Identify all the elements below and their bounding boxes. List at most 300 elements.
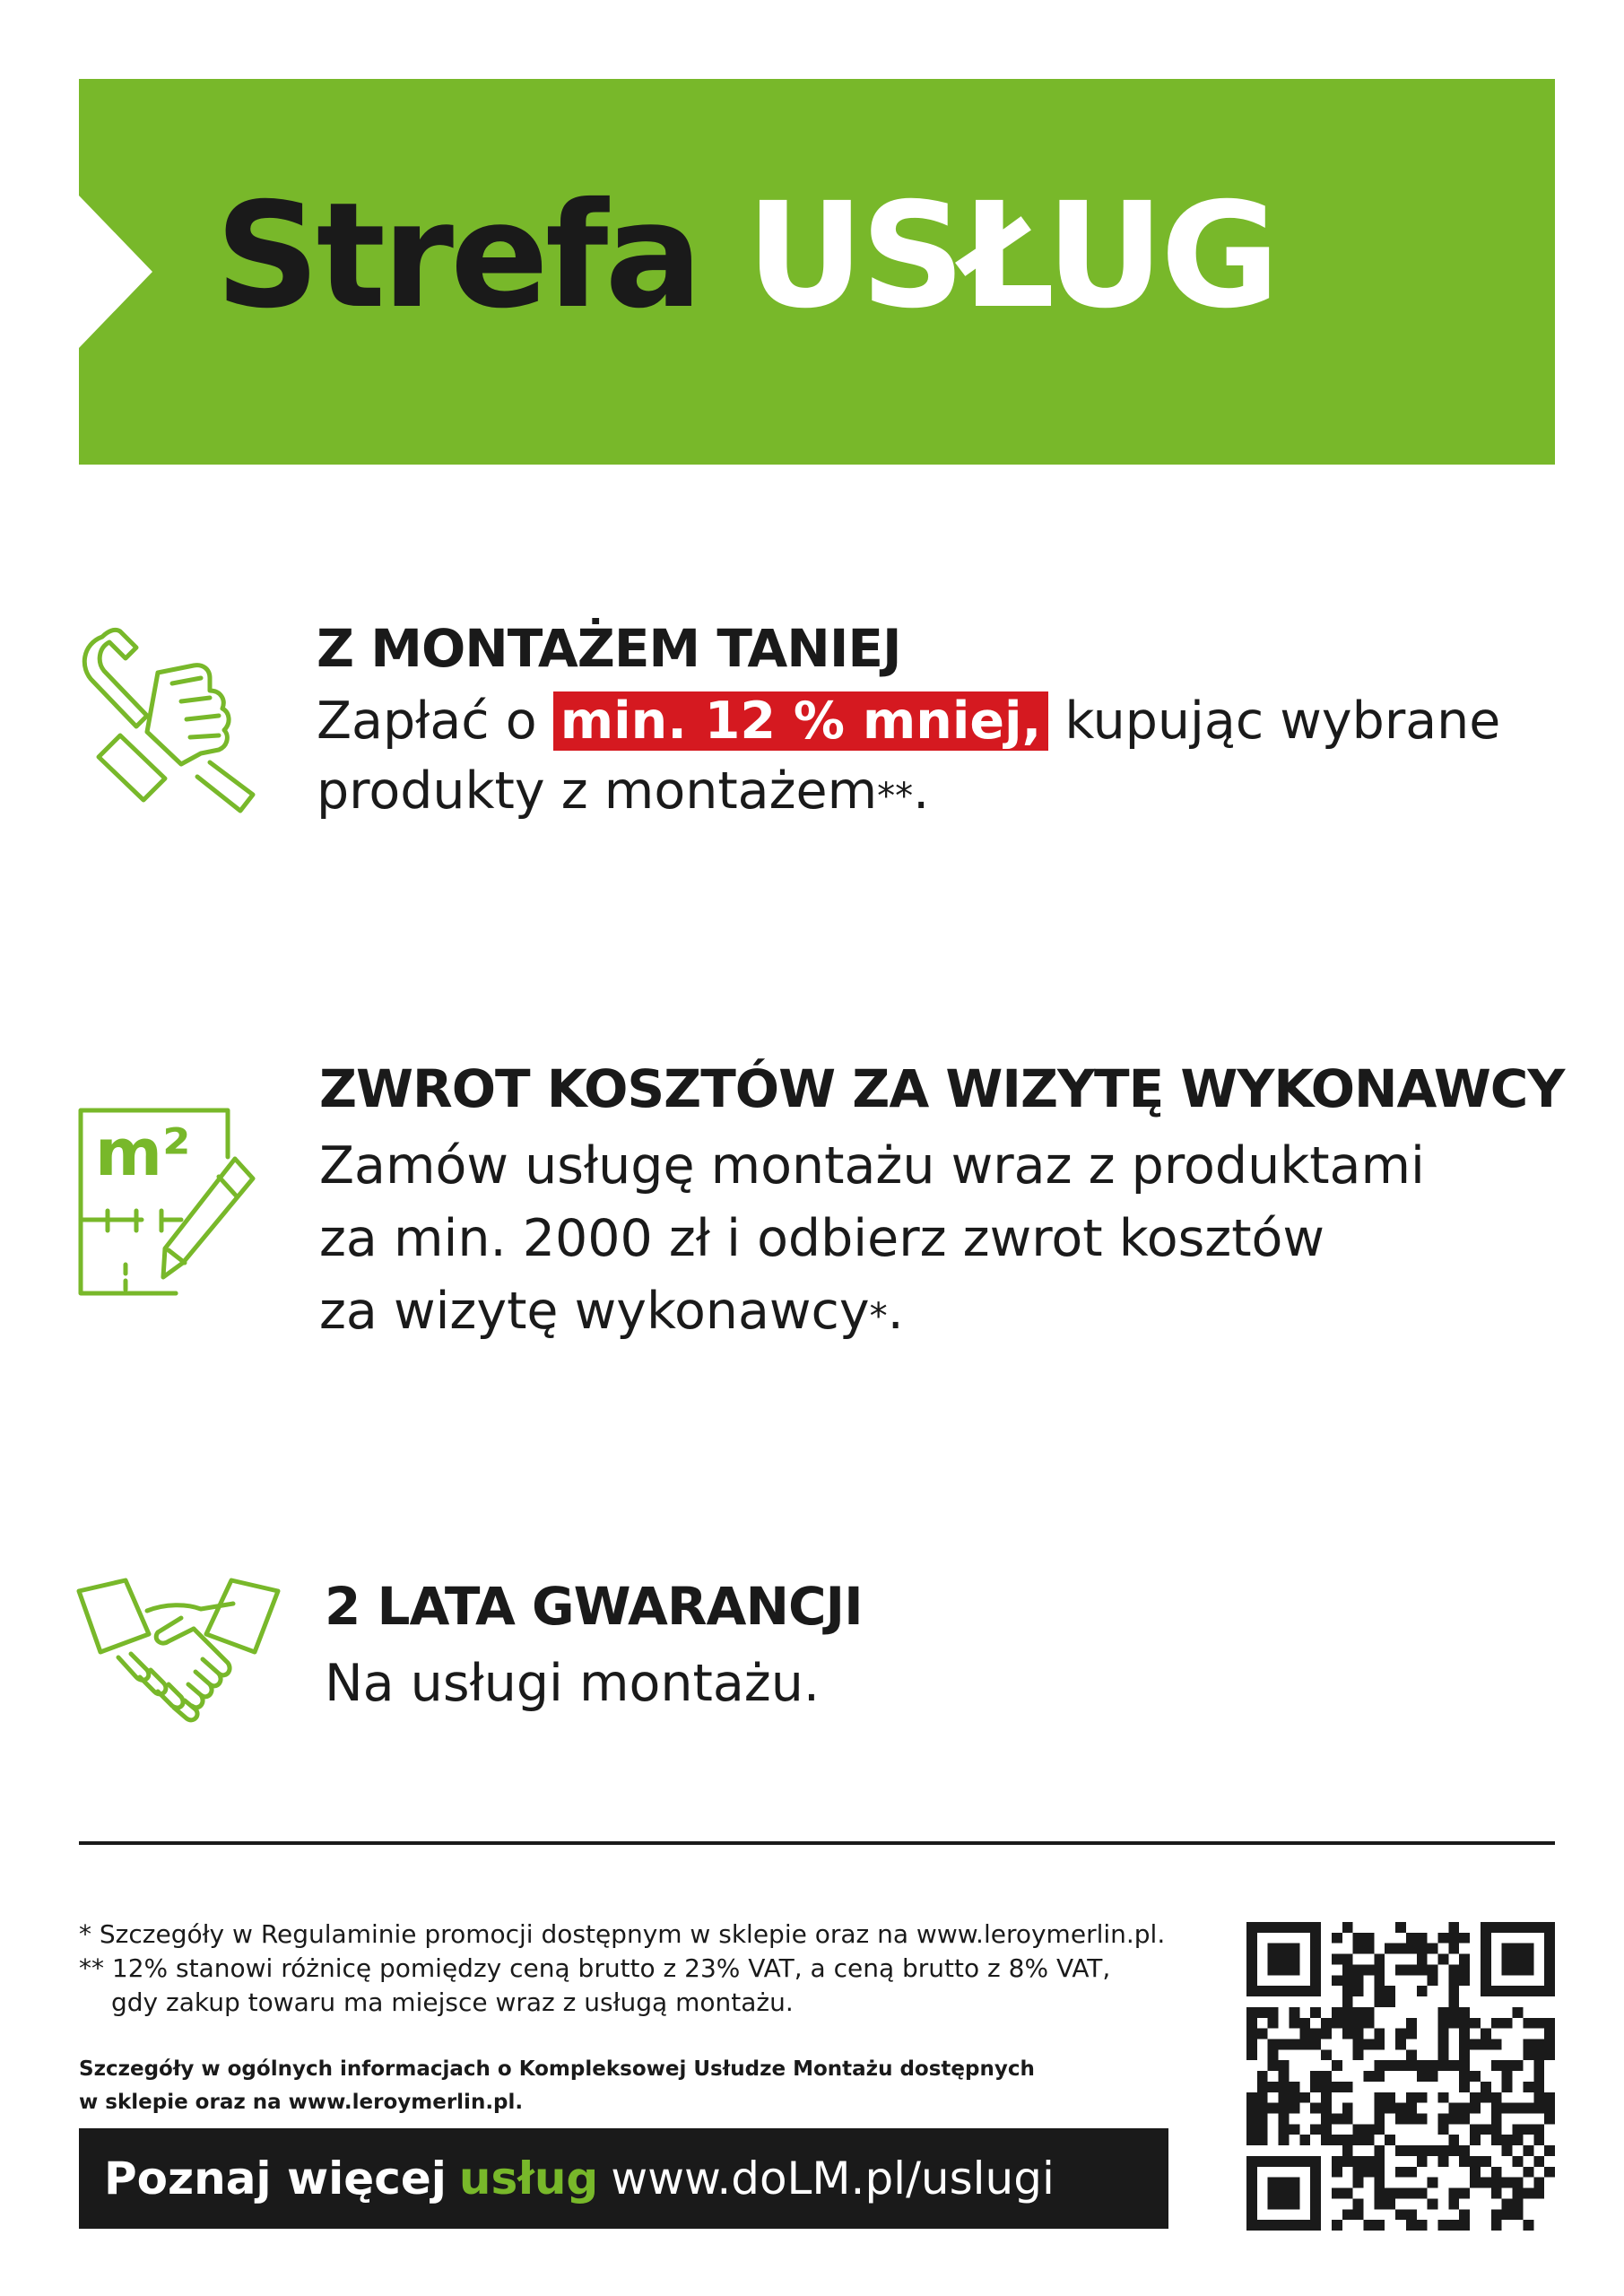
qr-module (1246, 2092, 1257, 2103)
qr-module (1246, 2135, 1257, 2145)
qr-module (1310, 2103, 1321, 2114)
qr-module (1438, 2124, 1449, 2135)
qr-module (1533, 1986, 1544, 1996)
qr-module (1513, 2103, 1524, 2114)
qr-module (1417, 1933, 1428, 1944)
qr-module (1279, 1964, 1290, 1975)
qr-module (1459, 2071, 1470, 2082)
qr-module (1332, 2007, 1342, 2018)
qr-module (1353, 2007, 1364, 2018)
qr-module (1246, 1986, 1257, 1996)
qr-module (1533, 2082, 1544, 2092)
qr-module (1353, 2156, 1364, 2167)
qr-module (1268, 2198, 1279, 2209)
qr-module (1470, 2039, 1481, 2049)
qr-module (1374, 1996, 1385, 2007)
qr-module (1395, 2167, 1406, 2178)
qr-module (1406, 2092, 1417, 2103)
qr-module (1246, 1944, 1257, 1954)
qr-module (1395, 2145, 1406, 2156)
qr-module (1342, 2156, 1353, 2167)
qr-module (1481, 2082, 1491, 2092)
qr-module (1438, 2039, 1449, 2049)
qr-module (1299, 2135, 1310, 2145)
qr-module (1374, 1975, 1385, 1986)
qr-module (1448, 1964, 1459, 1975)
qr-module (1448, 2220, 1459, 2231)
feature-title-gwarancja: 2 LATA GWARANCJI (325, 1576, 863, 1637)
qr-module (1491, 2209, 1502, 2220)
footnote-2-cont: gdy zakup towaru ma miejsce wraz z usługą montażu. (111, 1987, 794, 2017)
qr-module (1279, 2060, 1290, 2071)
cta-text-uslug: usług (458, 2152, 599, 2205)
qr-module (1246, 2156, 1257, 2167)
qr-module (1289, 1944, 1299, 1954)
qr-module (1417, 2220, 1428, 2231)
cta-link[interactable]: www.doLM.pl/uslugi (611, 2152, 1055, 2205)
qr-module (1459, 1933, 1470, 1944)
qr-module (1470, 2178, 1481, 2188)
qr-module (1374, 2092, 1385, 2103)
qr-module (1363, 2124, 1374, 2135)
qr-module (1491, 2039, 1502, 2049)
feature-title-zwrot: ZWROT KOSZTÓW ZA WIZYTĘ WYKONAWCY (319, 1058, 1565, 1119)
qr-module (1513, 1922, 1524, 1933)
qr-module (1417, 2145, 1428, 2156)
text-segment: produkty z montażem (317, 761, 878, 821)
cta-text-poznaj: Poznaj więcej (104, 2152, 447, 2205)
qr-module (1299, 1986, 1310, 1996)
qr-module (1363, 2220, 1374, 2231)
qr-module (1523, 1986, 1533, 1996)
qr-module (1544, 2114, 1555, 2125)
qr-module (1438, 2018, 1449, 2029)
qr-module (1310, 1944, 1321, 1954)
qr-module (1459, 2007, 1470, 2018)
footnote-details-1: Szczegóły w ogólnych informacjach o Kompleksowej Usłudze Montażu dostępnych (79, 2057, 1035, 2081)
footnote-details-2: w sklepie oraz na www.leroymerlin.pl. (79, 2091, 524, 2114)
qr-module (1310, 2071, 1321, 2082)
qr-module (1533, 2092, 1544, 2103)
qr-module (1417, 1986, 1428, 1996)
text-segment: za wizytę wykonawcy (319, 1282, 870, 1341)
qr-module (1523, 1964, 1533, 1975)
qr-module (1395, 2209, 1406, 2220)
qr-module (1491, 2103, 1502, 2114)
qr-module (1533, 2188, 1544, 2199)
qr-module (1279, 2156, 1290, 2167)
qr-module (1459, 2049, 1470, 2060)
qr-module (1385, 1944, 1395, 1954)
qr-module (1374, 2178, 1385, 2188)
qr-module (1491, 2178, 1502, 2188)
qr-module (1332, 2156, 1342, 2167)
qr-module (1342, 2082, 1353, 2092)
qr-module (1502, 2145, 1513, 2156)
qr-module (1459, 1954, 1470, 1965)
qr-module (1310, 2007, 1321, 2018)
qr-module (1513, 2198, 1524, 2209)
qr-module (1417, 2092, 1428, 2103)
qr-module (1353, 2209, 1364, 2220)
qr-module (1363, 2039, 1374, 2049)
qr-module (1385, 1996, 1395, 2007)
qr-module (1502, 2198, 1513, 2209)
qr-module (1310, 2156, 1321, 2167)
qr-module (1289, 2039, 1299, 2049)
qr-module (1353, 1986, 1364, 1996)
qr-module (1448, 2198, 1459, 2209)
qr-module (1544, 1986, 1555, 1996)
handshake-icon (75, 1577, 282, 1729)
qr-module (1502, 2082, 1513, 2092)
qr-module (1353, 1964, 1364, 1975)
qr-module (1513, 2209, 1524, 2220)
qr-module (1363, 2167, 1374, 2178)
qr-module (1289, 2092, 1299, 2103)
qr-module (1279, 2220, 1290, 2231)
qr-module (1246, 2198, 1257, 2209)
qr-module (1502, 1964, 1513, 1975)
qr-module (1406, 2018, 1417, 2029)
qr-module (1406, 1933, 1417, 1944)
qr-module (1513, 1944, 1524, 1954)
qr-module (1279, 1954, 1290, 1965)
feature-text-zwrot-line2: za min. 2000 zł i odbierz zwrot kosztów (319, 1209, 1325, 1268)
qr-module (1268, 2039, 1279, 2049)
qr-module (1289, 2007, 1299, 2018)
qr-module (1246, 2188, 1257, 2199)
qr-module (1417, 2114, 1428, 2125)
qr-module (1513, 1954, 1524, 1965)
qr-module (1342, 2188, 1353, 2199)
qr-module (1342, 1964, 1353, 1975)
qr-module (1279, 2188, 1290, 2199)
qr-module (1257, 1922, 1268, 1933)
qr-module (1332, 2188, 1342, 2199)
qr-module (1481, 1986, 1491, 1996)
qr-module (1448, 1986, 1459, 1996)
qr-module (1406, 2145, 1417, 2156)
qr-module (1353, 2039, 1364, 2049)
qr-module (1428, 1964, 1438, 1975)
qr-module (1502, 1954, 1513, 1965)
qr-module (1491, 2220, 1502, 2231)
qr-module (1448, 2114, 1459, 2125)
qr-module (1385, 2060, 1395, 2071)
qr-module (1448, 2018, 1459, 2029)
qr-module (1395, 2188, 1406, 2199)
qr-module (1406, 2103, 1417, 2114)
qr-module (1246, 2178, 1257, 2188)
qr-module (1385, 1986, 1395, 1996)
qr-module (1332, 1954, 1342, 1965)
qr-module (1448, 2007, 1459, 2018)
qr-module (1268, 1922, 1279, 1933)
qr-module (1246, 2049, 1257, 2060)
qr-module (1395, 1944, 1406, 1954)
qr-module (1332, 2220, 1342, 2231)
qr-module (1459, 2145, 1470, 2156)
qr-module (1257, 2220, 1268, 2231)
qr-module (1502, 2060, 1513, 2071)
qr-module (1246, 2167, 1257, 2178)
qr-module (1246, 1954, 1257, 1965)
qr-module (1342, 1954, 1353, 1965)
qr-module (1438, 2049, 1449, 2060)
qr-module (1246, 2103, 1257, 2114)
qr-module (1502, 2135, 1513, 2145)
qr-module (1363, 2018, 1374, 2029)
qr-module (1533, 2049, 1544, 2060)
title-part-strefa: Strefa (215, 172, 699, 341)
qr-module (1502, 2018, 1513, 2029)
qr-module (1289, 2124, 1299, 2135)
qr-module (1310, 2167, 1321, 2178)
qr-module (1246, 1975, 1257, 1986)
qr-module (1448, 2060, 1459, 2071)
qr-module (1459, 2188, 1470, 2199)
qr-module (1353, 2135, 1364, 2145)
m2-label: m² (95, 1115, 191, 1190)
qr-module (1395, 2039, 1406, 2049)
qr-module (1448, 2103, 1459, 2114)
qr-module (1481, 2039, 1491, 2049)
qr-module (1310, 1954, 1321, 1965)
qr-module (1299, 1922, 1310, 1933)
qr-module (1406, 2114, 1417, 2125)
qr-module (1310, 2029, 1321, 2039)
qr-module (1513, 2124, 1524, 2135)
qr-module (1310, 1964, 1321, 1975)
qr-module (1289, 2082, 1299, 2092)
qr-module (1385, 2198, 1395, 2209)
qr-module (1533, 2156, 1544, 2167)
qr-module (1289, 2188, 1299, 2199)
qr-module (1523, 2167, 1533, 2178)
qr-module (1299, 2156, 1310, 2167)
qr-module (1533, 2018, 1544, 2029)
qr-module (1523, 2082, 1533, 2092)
qr-module (1406, 1964, 1417, 1975)
qr-module (1533, 2135, 1544, 2145)
qr-module (1374, 2039, 1385, 2049)
qr-module (1374, 2114, 1385, 2125)
qr-module (1513, 2156, 1524, 2167)
qr-module (1246, 1922, 1257, 1933)
qr-module (1438, 2007, 1449, 2018)
qr-module (1279, 1922, 1290, 1933)
qr-module (1279, 2092, 1290, 2103)
qr-module (1481, 1922, 1491, 1933)
qr-module (1523, 2018, 1533, 2029)
qr-module (1342, 2007, 1353, 2018)
qr-module (1246, 2114, 1257, 2125)
qr-module (1481, 1944, 1491, 1954)
qr-module (1491, 2114, 1502, 2125)
qr-module (1257, 2156, 1268, 2167)
qr-module (1363, 2135, 1374, 2145)
qr-module (1459, 2039, 1470, 2049)
qr-module (1481, 1975, 1491, 1986)
qr-module (1523, 2145, 1533, 2156)
qr-module (1289, 2018, 1299, 2029)
qr-module (1342, 2018, 1353, 2029)
qr-module (1310, 1986, 1321, 1996)
qr-module (1289, 2198, 1299, 2209)
qr-module (1342, 1986, 1353, 1996)
title-part-uslug: USŁUG (746, 172, 1277, 341)
qr-module (1363, 2007, 1374, 2018)
qr-module (1268, 1954, 1279, 1965)
qr-module (1299, 2018, 1310, 2029)
qr-module (1428, 1975, 1438, 1986)
qr-module (1417, 2156, 1428, 2167)
qr-module (1332, 2114, 1342, 2125)
qr-code-icon[interactable] (1246, 1922, 1555, 2231)
qr-module (1353, 2167, 1364, 2178)
text-segment: . (887, 1282, 904, 1341)
qr-module (1395, 1922, 1406, 1933)
qr-module (1533, 2124, 1544, 2135)
qr-module (1385, 2092, 1395, 2103)
qr-module (1342, 2145, 1353, 2156)
qr-module (1470, 2156, 1481, 2167)
qr-module (1544, 2039, 1555, 2049)
qr-module (1268, 2082, 1279, 2092)
qr-module (1279, 2114, 1290, 2125)
qr-module (1279, 2103, 1290, 2114)
qr-module (1513, 2178, 1524, 2188)
qr-module (1342, 1975, 1353, 1986)
qr-module (1459, 2156, 1470, 2167)
qr-module (1544, 1944, 1555, 1954)
qr-module (1257, 2124, 1268, 2135)
cta-banner[interactable] (79, 2128, 1168, 2229)
qr-module (1268, 1964, 1279, 1975)
qr-module (1279, 2071, 1290, 2082)
qr-module (1353, 1933, 1364, 1944)
qr-module (1289, 1964, 1299, 1975)
qr-module (1491, 2188, 1502, 2199)
qr-module (1268, 2220, 1279, 2231)
text-segment: kupując wybrane (1048, 691, 1501, 751)
qr-module (1459, 2029, 1470, 2039)
qr-module (1544, 2145, 1555, 2156)
qr-module (1502, 2178, 1513, 2188)
qr-module (1321, 2114, 1332, 2125)
qr-module (1502, 1922, 1513, 1933)
qr-module (1289, 2103, 1299, 2114)
qr-module (1533, 2178, 1544, 2188)
qr-module (1481, 2178, 1491, 2188)
qr-module (1279, 2178, 1290, 2188)
qr-module (1544, 2049, 1555, 2060)
qr-module (1406, 2060, 1417, 2071)
qr-module (1246, 2220, 1257, 2231)
qr-module (1481, 1964, 1491, 1975)
qr-module (1310, 1922, 1321, 1933)
qr-module (1374, 2060, 1385, 2071)
qr-module (1428, 2198, 1438, 2209)
qr-module (1523, 2103, 1533, 2114)
qr-module (1395, 1964, 1406, 1975)
qr-module (1533, 2039, 1544, 2049)
footnote-2: ** 12% stanowi różnicę pomiędzy ceną brutto z 23% VAT, a ceną brutto z 8% VAT, (79, 1953, 1111, 1983)
qr-module (1544, 2167, 1555, 2178)
qr-module (1491, 2060, 1502, 2071)
qr-module (1332, 2082, 1342, 2092)
qr-module (1342, 2135, 1353, 2145)
qr-module (1310, 2124, 1321, 2135)
qr-module (1310, 2220, 1321, 2231)
qr-module (1523, 2049, 1533, 2060)
qr-module (1299, 2220, 1310, 2231)
qr-module (1481, 2124, 1491, 2135)
qr-module (1502, 2071, 1513, 2082)
text-segment: Zapłać o (317, 691, 553, 751)
qr-module (1417, 2060, 1428, 2071)
qr-module (1481, 1933, 1491, 1944)
qr-module (1470, 2124, 1481, 2135)
qr-module (1406, 1944, 1417, 1954)
qr-module (1299, 2029, 1310, 2039)
qr-module (1289, 1922, 1299, 1933)
qr-module (1513, 2188, 1524, 2199)
qr-module (1299, 2039, 1310, 2049)
qr-module (1353, 1975, 1364, 1986)
qr-module (1257, 2029, 1268, 2039)
qr-module (1523, 2188, 1533, 2199)
wrench-hand-icon (75, 619, 264, 825)
qr-module (1513, 1986, 1524, 1996)
qr-module (1533, 2060, 1544, 2071)
qr-module (1310, 1933, 1321, 1944)
qr-module (1523, 1954, 1533, 1965)
qr-module (1513, 1964, 1524, 1975)
qr-module (1544, 1954, 1555, 1965)
qr-module (1438, 2156, 1449, 2167)
qr-module (1428, 2145, 1438, 2156)
qr-module (1513, 2007, 1524, 2018)
qr-module (1342, 1996, 1353, 2007)
qr-module (1438, 1954, 1449, 1965)
qr-module (1374, 2029, 1385, 2039)
qr-module (1544, 2018, 1555, 2029)
qr-module (1428, 2071, 1438, 2082)
qr-module (1310, 2082, 1321, 2092)
qr-module (1374, 2220, 1385, 2231)
qr-module (1374, 2071, 1385, 2082)
qr-module (1438, 2029, 1449, 2039)
qr-module (1353, 2178, 1364, 2188)
qr-module (1481, 2092, 1491, 2103)
qr-module (1321, 2124, 1332, 2135)
qr-module (1523, 2039, 1533, 2049)
qr-module (1374, 1954, 1385, 1965)
qr-module (1385, 2103, 1395, 2114)
qr-module (1279, 1986, 1290, 1996)
qr-module (1279, 2039, 1290, 2049)
qr-module (1448, 2188, 1459, 2199)
qr-module (1544, 1975, 1555, 1986)
qr-module (1406, 2049, 1417, 2060)
qr-module (1459, 2114, 1470, 2125)
qr-module (1533, 1922, 1544, 1933)
qr-module (1470, 2135, 1481, 2145)
qr-module (1246, 2124, 1257, 2135)
qr-module (1279, 2135, 1290, 2145)
